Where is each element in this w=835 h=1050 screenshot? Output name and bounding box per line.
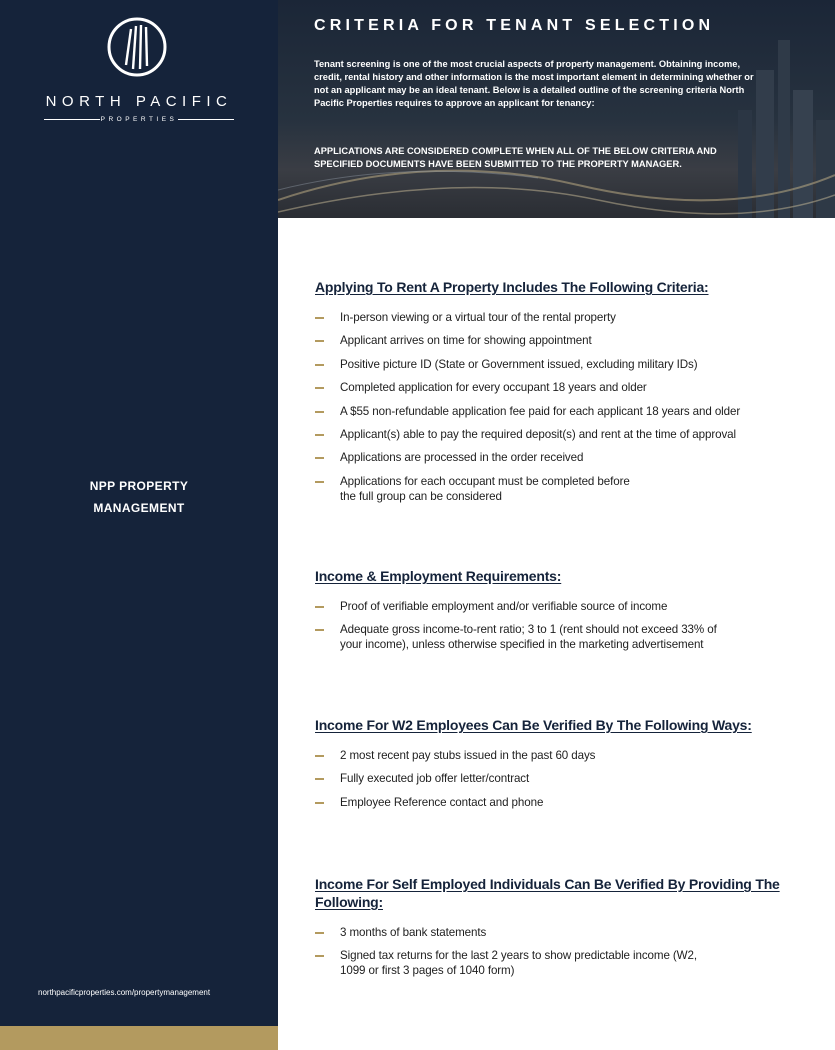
section-heading: Applying To Rent A Property Includes The Following Criteria: (315, 279, 709, 295)
north-pacific-logo-icon (107, 17, 167, 77)
intro-paragraph: Tenant screening is one of the most crucial aspects of property management. Obtaining income, credit, rental history and other information is the most important element in determining whether or not an applicant may be an ideal tenant. Below is a detailed outline of the screening criteria North Pacific Properties requires to approve an applicant for tenancy: (314, 59, 754, 108)
section-application-criteria (315, 278, 795, 504)
brand-name: NORTH PACIFIC (45, 93, 233, 110)
criteria-list (315, 310, 795, 504)
list-item: Applications are processed in the order received (315, 450, 795, 465)
list-item: 3 months of bank statements (315, 925, 795, 940)
section-w2-verification (315, 716, 795, 810)
completion-notice: APPLICATIONS ARE CONSIDERED COMPLETE WHEN ALL OF THE BELOW CRITERIA AND SPECIFIED DOCUMENTS HAVE BEEN SUBMITTED TO THE PROPERTY MANAGER. (314, 146, 717, 169)
website-url: northpacificproperties.com/propertymanagement (38, 988, 211, 997)
brand-divider-right (178, 119, 234, 120)
list-item: A $55 non-refundable application fee paid for each applicant 18 years and older (315, 404, 795, 419)
section-heading: Income For W2 Employees Can Be Verified By The Following Ways: (315, 717, 752, 733)
sidebar (0, 0, 278, 1050)
section-heading: Income & Employment Requirements: (315, 568, 562, 584)
list-item: 2 most recent pay stubs issued in the past 60 days (315, 748, 795, 763)
brand-subtitle: PROPERTIES (100, 116, 178, 123)
sidebar-label-line1: NPP PROPERTY (89, 479, 189, 493)
list-item: Proof of verifiable employment and/or verifiable source of income (315, 599, 795, 614)
list-item: Adequate gross income-to-rent ratio; 3 to 1 (rent should not exceed 33% of your income), unless otherwise specified in the marketing advertisement (315, 622, 740, 652)
self-employed-list (315, 925, 795, 978)
header-banner (278, 0, 835, 218)
section-self-employed-verification (315, 875, 795, 978)
list-item: Fully executed job offer letter/contract (315, 771, 795, 786)
section-income-employment (315, 567, 795, 652)
list-item: Applicant arrives on time for showing appointment (315, 333, 795, 348)
gold-footer-bar (0, 1026, 278, 1050)
list-item: Employee Reference contact and phone (315, 795, 795, 810)
sidebar-label-line2: MANAGEMENT (93, 501, 185, 515)
page-title: CRITERIA FOR TENANT SELECTION (314, 17, 715, 34)
list-item: Signed tax returns for the last 2 years to show predictable income (W2, 1099 or first 3 pages of 1040 form) (315, 948, 700, 978)
section-heading: Income For Self Employed Individuals Can Be Verified By Providing The Following: (315, 876, 780, 910)
list-item: In-person viewing or a virtual tour of the rental property (315, 310, 795, 325)
income-list (315, 599, 795, 652)
list-item: Completed application for every occupant 18 years and older (315, 380, 795, 395)
list-item: Positive picture ID (State or Government issued, excluding military IDs) (315, 357, 795, 372)
list-item: Applications for each occupant must be completed before the full group can be considered (315, 474, 640, 504)
list-item: Applicant(s) able to pay the required deposit(s) and rent at the time of approval (315, 427, 795, 442)
w2-list (315, 748, 795, 810)
